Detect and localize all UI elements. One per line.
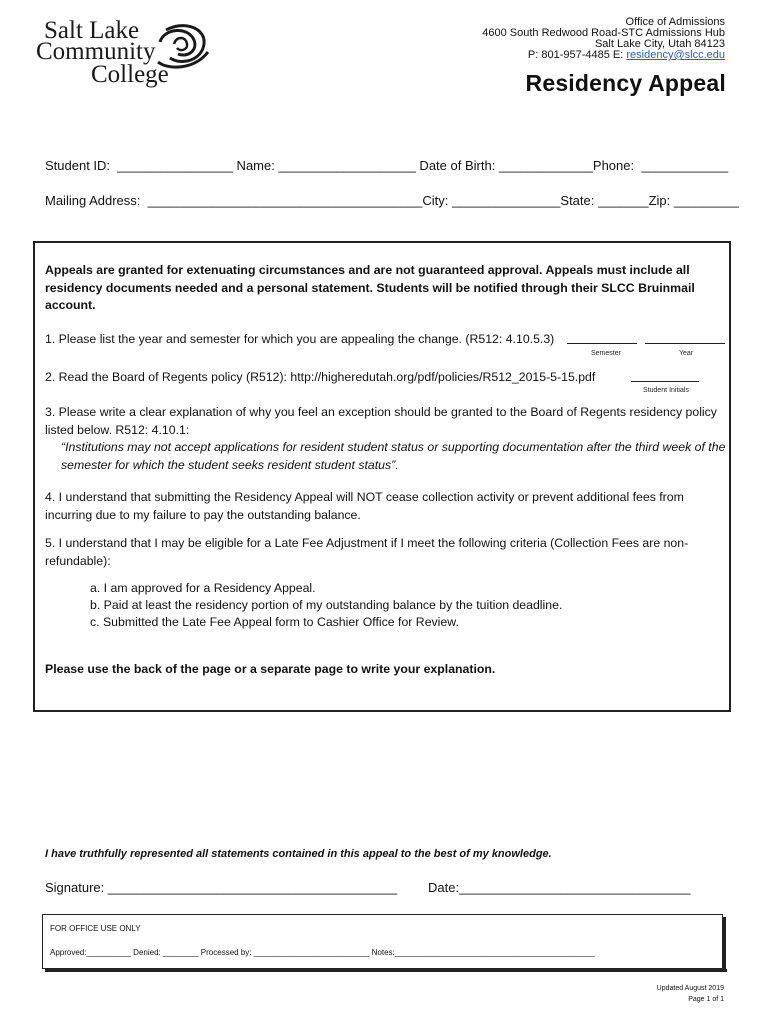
college-logo — [36, 18, 211, 90]
closing-note: Please use the back of the page or a separate page to write your explanation. — [45, 662, 496, 676]
initials-label: Student Initials — [643, 387, 689, 394]
city-address: Salt Lake City, Utah 84123 — [594, 38, 725, 50]
document-title: Residency Appeal — [525, 70, 726, 96]
item-1: 1. Please list the year and semester for which you are appealing the change. (R512: 4.10.5.3) — [45, 332, 555, 346]
intro-paragraph: Appeals are granted for extenuating circumstances and are not guaranteed approval. Appeals must include all residency documents needed and a personal statement. Students will be notified through their SLCC Bruinmail account. — [45, 263, 695, 312]
item-4: 4. I understand that submitting the Residency Appeal will NOT cease collection activity or prevent additional fees from incurring due to my failure to pay the outstanding balance. — [45, 490, 684, 522]
office-use-fields: Approved:__________ Denied: ________ Processed by: __________________________ Notes:_____________________________________________ — [50, 948, 595, 957]
item-3-quote: “Institutions may not accept applications for resident student status or supporting documentation after the third week of the semester for which the student seeks resident student status”. — [61, 440, 726, 472]
year-blank[interactable] — [645, 343, 725, 344]
logo-line-1: Salt Lake — [44, 17, 140, 44]
office-use-title: FOR OFFICE USE ONLY — [50, 924, 141, 933]
updated-date: Updated August 2019 — [656, 985, 724, 992]
logo-line-2: Community — [36, 38, 156, 65]
semester-label: Semester — [591, 350, 621, 357]
contact-prefix: P: 801-957-4485 E: — [527, 49, 627, 61]
office-use-box — [42, 914, 723, 969]
email-link[interactable]: residency@slcc.edu — [626, 49, 725, 61]
office-address — [482, 17, 725, 61]
office-name: Office of Admissions — [625, 16, 725, 28]
date-field[interactable]: Date:________________________________ — [428, 880, 691, 895]
item-5: 5. I understand that I may be eligible for a Late Fee Adjustment if I meet the following criteria (Collection Fees are non-refundable): — [45, 536, 689, 568]
box-shadow-bottom — [45, 969, 727, 972]
year-label: Year — [679, 350, 694, 357]
item-5c: c. Submitted the Late Fee Appeal form to Cashier Office for Review. — [90, 615, 459, 629]
street-address: 4600 South Redwood Road-STC Admissions Hub — [482, 27, 725, 39]
bruin-swirl-icon — [154, 22, 212, 72]
item-5a: a. I am approved for a Residency Appeal. — [90, 581, 316, 595]
student-info-row[interactable]: Student ID: ________________ Name: ___________________ Date of Birth: _____________Phone: ____________ — [45, 158, 729, 173]
attestation: I have truthfully represented all statements contained in this appeal to the best of my knowledge. — [45, 848, 552, 860]
logo-line-3: College — [91, 61, 169, 88]
semester-blank[interactable] — [567, 343, 637, 344]
initials-blank[interactable] — [631, 381, 699, 382]
address-row[interactable]: Mailing Address: ______________________________________City: _______________State: _______Zip: _________ — [45, 193, 739, 208]
item-3: 3. Please write a clear explanation of why you feel an exception should be granted to the Board of Regents residency policy listed below. R512: 4.10.1: — [45, 405, 717, 437]
contact-line — [482, 50, 725, 61]
page-number: Page 1 of 1 — [688, 996, 724, 1003]
item-5b: b. Paid at least the residency portion of my outstanding balance by the tuition deadline. — [90, 598, 563, 612]
box-shadow-right — [723, 917, 726, 971]
item-2: 2. Read the Board of Regents policy (R512): http://higheredutah.org/pdf/policies/R512_2015-5-15.pdf — [45, 370, 596, 384]
signature-field[interactable]: Signature: ________________________________________ — [45, 880, 398, 895]
